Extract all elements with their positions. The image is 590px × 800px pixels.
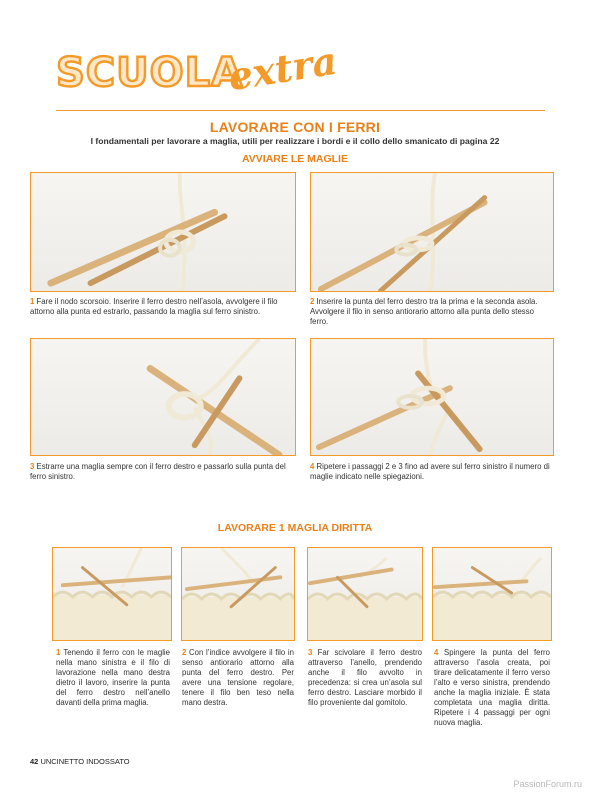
knit-photo-2 [181,547,295,641]
watermark: PassionForum.ru [513,779,582,789]
knit-photo-4 [432,547,552,641]
header-rule [56,110,545,111]
step-text: Far scivolare il ferro destro attraverso l’anello, prendendo anche il filo avvolto in precedenza: si crea un’asola sul ferro destro. Lasciare morbido il filo proveniente dal gomitolo. [308,648,423,707]
step-photo-1 [30,172,296,292]
step-number: 1 [30,297,35,306]
step-number: 4 [434,648,439,657]
step-photo-4 [310,338,554,456]
header-scuola: SCUOLA [56,50,244,96]
step-text: Spingere la punta del ferro attraverso l’asola creata, poi tirare delicatamente il ferro verso l’alto e verso sinistra, prendendo anche la maglia iniziale. È stata completata una maglia diritta. Ripetere i 4 passaggi per ogni nuova maglia. [434,648,550,727]
step-text: Tenendo il ferro con le maglie nella mano sinistra e il filo di lavorazione nella mano destra dietro il lavoro, inserire la punta del ferro destro nell’anello davanti della prima maglia. [56,648,170,707]
step-number: 3 [308,648,313,657]
step-number: 3 [30,462,35,471]
knit-caption-1 [56,648,170,708]
step-caption-4 [310,462,554,482]
knit-caption-2 [182,648,294,708]
step-photo-2 [310,172,554,292]
page-number: 42 [30,757,39,766]
step-number: 1 [56,648,61,657]
header-extra: extra [225,37,340,100]
step-text: Inserire la punta del ferro destro tra la prima e la seconda asola. Avvolgere il filo in senso antiorario attorno alla punta dello stesso ferro. [310,297,538,326]
step-caption-2 [310,297,554,327]
step-text: Ripetere i passaggi 2 e 3 fino ad avere sul ferro sinistro il numero di maglie indicato nelle spiegazioni. [310,462,550,481]
step-number: 2 [310,297,315,306]
section-title-maglia-diritta: LAVORARE 1 MAGLIA DIRITTA [217,522,373,534]
step-caption-1 [30,297,296,317]
step-text: Estrarre una maglia sempre con il ferro destro e passarlo sulla punta del ferro sinistro. [30,462,286,481]
knit-photo-1 [52,547,172,641]
page-title: LAVORARE CON I FERRI [209,119,381,135]
step-caption-3 [30,462,296,482]
step-photo-3 [30,338,296,456]
step-number: 4 [310,462,315,471]
magazine-name: UNCINETTO INDOSSATO [40,757,130,766]
page-subtitle: I fondamentali per lavorare a maglia, utili per realizzare i bordi e il collo dello smanicato di pagina 22 [90,136,500,146]
knit-caption-4 [434,648,550,728]
step-number: 2 [182,648,187,657]
knit-caption-3 [308,648,422,708]
magazine-header [48,37,548,106]
section-title-avviare: AVVIARE LE MAGLIE [242,153,348,165]
step-text: Fare il nodo scorsoio. Inserire il ferro destro nell’asola, avvolgere il filo attorno alla punta ed estrarlo, passando la maglia sul ferro sinistro. [30,297,278,316]
page-footer [30,757,130,766]
knit-photo-3 [307,547,423,641]
step-text: Con l’indice avvolgere il filo in senso antiorario attorno alla punta del ferro destro. Per avere una tensione regolare, tenere il filo ben teso nella mano destra. [182,648,294,707]
